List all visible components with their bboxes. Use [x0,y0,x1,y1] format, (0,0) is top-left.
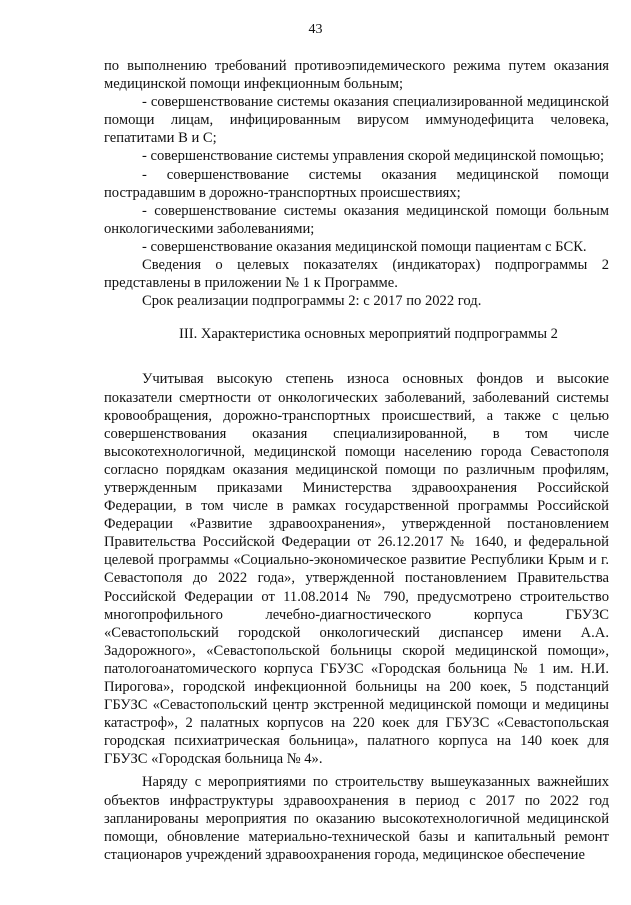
paragraph-construction: Учитывая высокую степень износа основных фондов и высокие показатели смертности от онкологических заболеваний, заболеваний системы кровообращения, дорожно-транспортных происшествий, а также с целью совершенствования оказания специализированной, в том числе высокотехнологичной, медицинской помощи населению города Севастополя согласно порядкам оказания медицинской помощи по различным профилям, утвержденным приказами Министерства здравоохранения Российской Федерации, в том числе в рамках государственной программы Российской Федерации «Развитие здравоохранения», утвержденной постановлением Правительства Российской Федерации от 26.12.2017 № 1640, и федеральной целевой программы «Социально-экономическое развитие Республики Крым и г. Севастополя до 2022 года», утвержденной постановлением Правительства Российской Федерации от 11.08.2014 № 790, предусмотрено строительство многопрофильного лечебно-диагностического корпуса ГБУЗС «Севастопольский городской онкологический диспансер имени А.А. Задорожного», «Севастопольской больницы скорой медицинской помощи», патологоанатомического корпуса ГБУЗС «Городская больница № 1 им. Н.И. Пирогова», городской инфекционной больницы на 200 коек, 5 подстанций ГБУЗС «Севастопольский центр экстренной медицинской помощи и медицины катастроф», 2 палатных корпусов на 220 коек для ГБУЗС «Севастопольская городская психиатрическая больница», палатного корпуса на 140 коек для ГБУЗС «Городская больница № 4». [104,371,609,768]
list-item-road-accidents: - совершенствование системы оказания медицинской помощи пострадавшим в дорожно-транспортных происшествиях; [104,166,609,201]
list-item-oncology: - совершенствование системы оказания медицинской помощи больным онкологическими заболеваниями; [104,202,609,237]
section-heading: III. Характеристика основных мероприятий подпрограммы 2 [179,326,558,343]
paragraph-1: по выполнению требований противоэпидемического режима путем оказания медицинской помощи инфекционным больным; [104,58,609,93]
document-body [104,57,609,864]
paragraph-indicators: Сведения о целевых показателях (индикаторах) подпрограммы 2 представлены в приложении № 1 к Программе. [104,257,609,292]
page-number: 43 [308,22,323,37]
list-item-hiv: - совершенствование системы оказания специализированной медицинской помощи лицам, инфицированным вирусом иммунодефицита человека, гепатитами В и С; [104,94,609,147]
list-item-bsk: - совершенствование оказания медицинской помощи пациентам с БСК. [142,238,587,255]
paragraph-measures: Наряду с мероприятиями по строительству вышеуказанных важнейших объектов инфраструктуры здравоохранения в период с 2017 по 2022 год запланированы мероприятия по оказанию высокотехнологичной медицинской помощи, обновление материально-технической базы и капитальный ремонт стационаров учреждений здравоохранения города, медицинское обеспечение [104,774,609,863]
paragraph-term: Срок реализации подпрограммы 2: с 2017 по 2022 год. [142,293,482,310]
list-item-ambulance: - совершенствование системы управления скорой медицинской помощью; [142,148,605,165]
